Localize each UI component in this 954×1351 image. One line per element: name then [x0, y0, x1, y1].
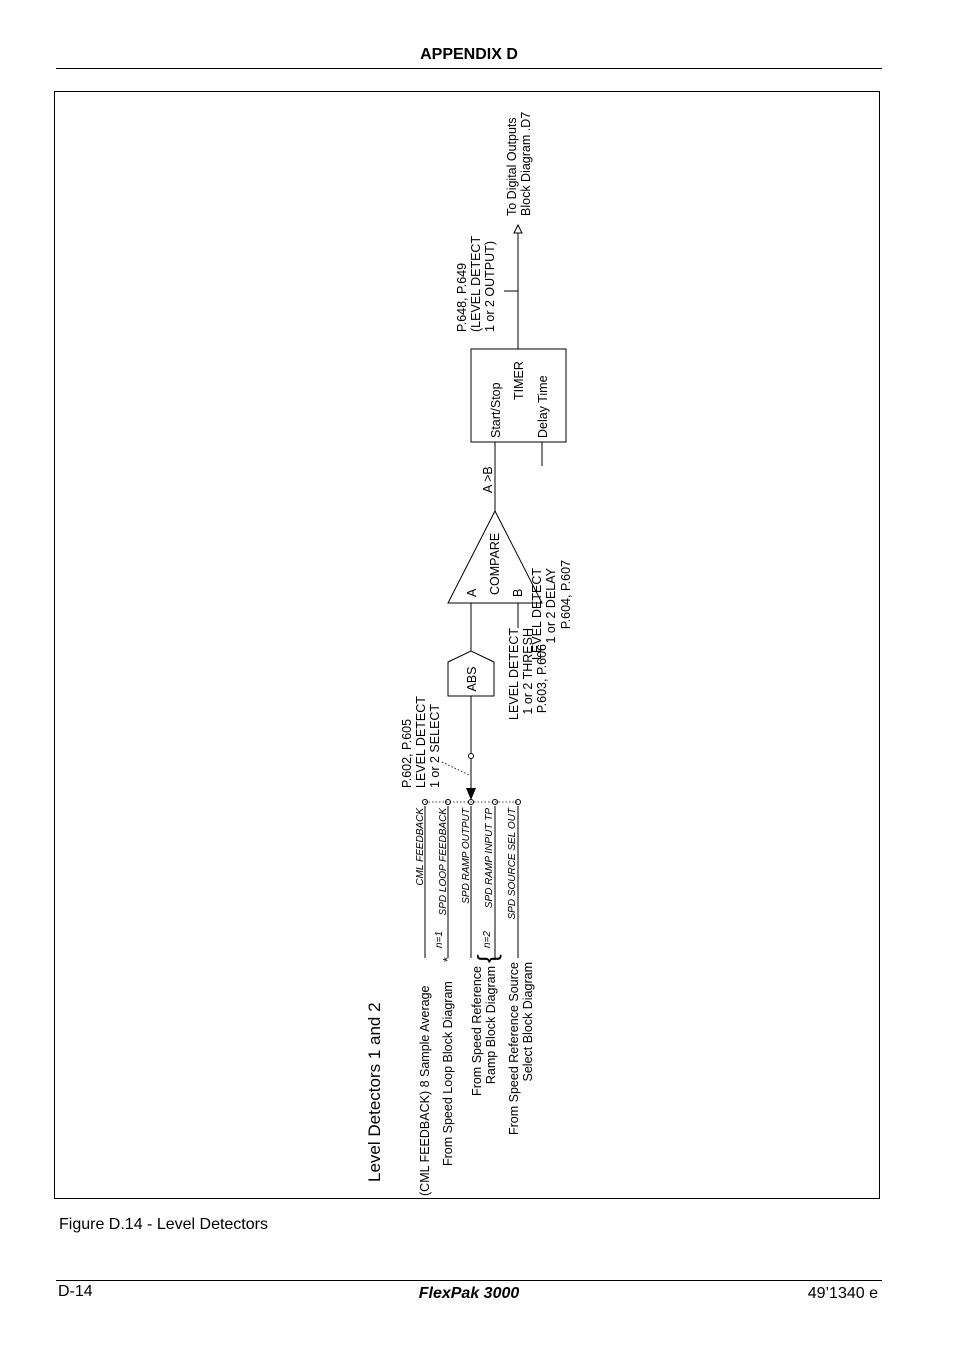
abs-label: ABS: [465, 666, 479, 692]
compare-input-a: A: [465, 588, 479, 597]
select-label-line3: 1 or 2 SELECT: [428, 703, 442, 788]
source-speed-loop: From Speed Loop Block Diagram: [441, 981, 455, 1166]
compare-label: COMPARE: [488, 532, 502, 595]
compare-output-label: A >B: [481, 466, 495, 493]
output-label-line2: (LEVEL DETECT: [469, 235, 483, 332]
thresh-label-line3: P.603, P.606: [535, 644, 549, 714]
delay-label-line2: 1 or 2 DELAY: [544, 568, 558, 644]
page-number: D-14: [58, 1283, 93, 1300]
source-speed-select-line1: From Speed Reference Source: [507, 962, 521, 1136]
selector-switch-arm: [442, 762, 469, 775]
compare-input-b: B: [511, 588, 525, 597]
input-brace: {: [472, 954, 502, 963]
asterisk-mark: *: [441, 957, 455, 962]
timer-name: TIMER: [512, 361, 526, 400]
selector-pivot: [469, 754, 474, 759]
timer-delay-time: Delay Time: [536, 375, 550, 438]
source-speed-ramp-line2: Ramp Block Diagram: [484, 966, 498, 1085]
timer-start-stop: Start/Stop: [489, 382, 503, 438]
select-label-line2: LEVEL DETECT: [414, 696, 428, 788]
thresh-label-line1: LEVEL DETECT: [507, 628, 521, 720]
signal-spd-loop-feedback: SPD LOOP FEEDBACK: [438, 808, 449, 916]
thresh-label-line2: 1 or 2 THRESH: [521, 628, 535, 715]
destination-line1: To Digital Outputs: [505, 117, 519, 216]
appendix-title: APPENDIX D: [420, 46, 518, 63]
destination-line2: Block Diagram .D7: [519, 111, 533, 216]
signal-spd-ramp-input-tp: SPD RAMP INPUT TP: [484, 808, 495, 909]
note-n2: n=2: [482, 931, 493, 948]
source-speed-select-line2: Select Block Diagram: [521, 962, 535, 1082]
diagram-title: Level Detectors 1 and 2: [365, 1002, 384, 1182]
footer-rule: [56, 1280, 882, 1281]
signal-spd-ramp-output: SPD RAMP OUTPUT: [461, 808, 472, 904]
signal-spd-source-sel-out: SPD SOURCE SEL OUT: [507, 808, 518, 920]
output-label-line3: 1 or 2 OUTPUT): [483, 241, 497, 332]
source-cml-feedback: (CML FEEDBACK) 8 Sample Average: [418, 985, 432, 1196]
note-n1: n=1: [434, 931, 445, 948]
selector-arrow: [466, 788, 476, 800]
output-label-line1: P.648, P.649: [455, 262, 469, 332]
product-name: FlexPak 3000: [418, 1285, 520, 1302]
source-speed-ramp-line1: From Speed Reference: [470, 966, 484, 1096]
select-label-line1: P.602, P.605: [400, 718, 414, 788]
signal-cml-feedback: CML FEEDBACK: [415, 808, 426, 886]
output-arrow: [514, 225, 522, 233]
figure-caption: Figure D.14 - Level Detectors: [59, 1216, 268, 1233]
delay-label-line3: P.604, P.607: [559, 560, 573, 630]
delay-label-line1: LEVEL DETECT: [530, 568, 544, 660]
document-number: 49’1340 e: [807, 1285, 878, 1302]
